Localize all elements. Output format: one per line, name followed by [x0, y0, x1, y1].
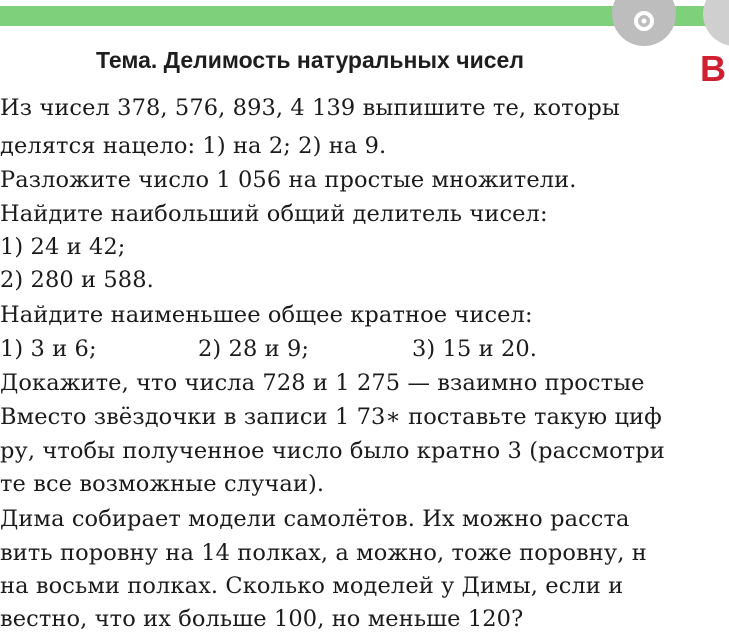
- task-line: Найдите наибольший общий делитель чисел:: [0, 201, 548, 227]
- lcm-item: 1) 3 и 6;: [0, 336, 97, 362]
- variant-letter: В: [700, 48, 726, 89]
- page-title: Тема. Делимость натуральных чисел: [96, 47, 524, 73]
- task-line: Найдите наименьшее общее кратное чисел:: [0, 302, 533, 328]
- task-line: делятся нацело: 1) на 2; 2) на 9.: [0, 133, 387, 159]
- task-line: 2) 280 и 588.: [0, 267, 154, 293]
- lcm-item: 2) 28 и 9;: [198, 336, 310, 362]
- overlay-button[interactable]: [612, 0, 676, 46]
- lcm-items-row: [0, 335, 729, 363]
- task-line: ру, чтобы полученное число было кратно 3 (рассмотри: [0, 438, 665, 464]
- task-line: Из чисел 378, 576, 893, 4 139 выпишите те, которы: [0, 95, 620, 121]
- task-line: те все возможные случаи).: [0, 471, 325, 497]
- task-line: на восьми полках. Сколько моделей у Димы, если и: [0, 573, 624, 599]
- task-line: вестно, что их больше 100, но меньше 120?: [0, 606, 524, 632]
- overlay-button-secondary[interactable]: [703, 0, 729, 46]
- task-line: Докажите, что числа 728 и 1 275 — взаимно простые: [0, 370, 645, 396]
- lcm-item: 3) 15 и 20.: [412, 336, 538, 362]
- task-line: Дима собирает модели самолётов. Их можно расста: [0, 506, 630, 532]
- task-line: Разложите число 1 056 на простые множители.: [0, 167, 577, 193]
- task-line: 1) 24 и 42;: [0, 234, 126, 260]
- task-line: вить поровну на 14 полках, а можно, тоже поровну, н: [0, 540, 647, 566]
- task-line: Вместо звёздочки в записи 1 73∗ поставьте такую циф: [0, 404, 662, 430]
- gear-icon: [629, 6, 659, 36]
